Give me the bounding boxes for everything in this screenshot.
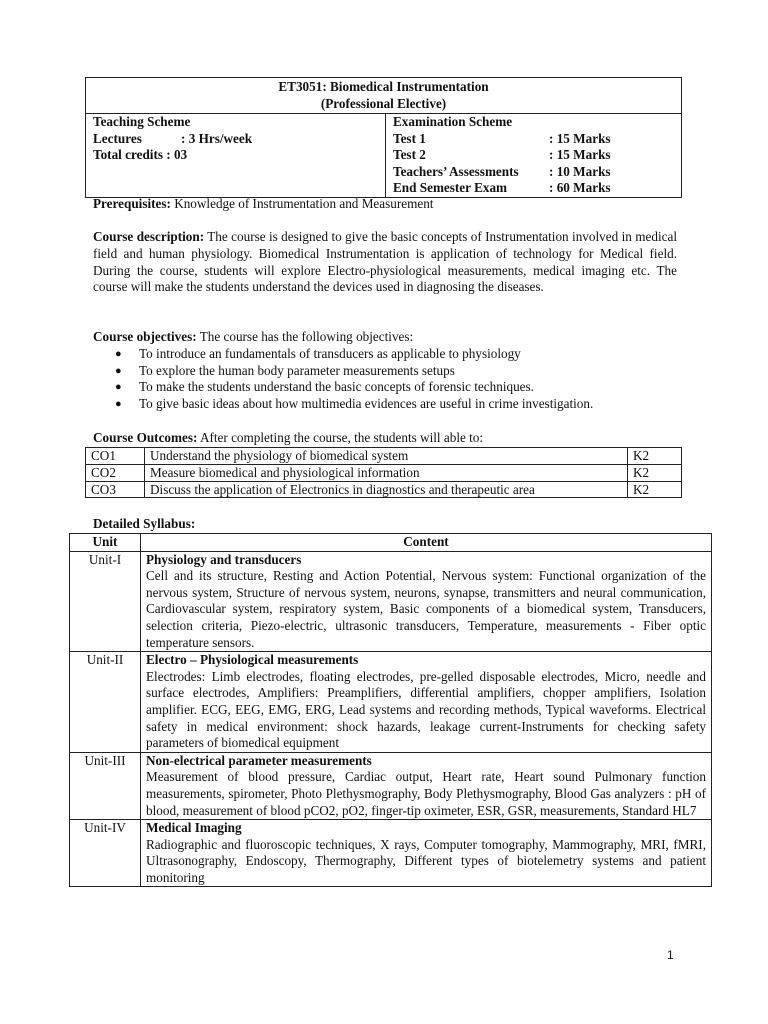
exam-row [393, 164, 674, 181]
exam-row-value: : 15 Marks [549, 130, 611, 146]
course-title-cell [86, 78, 682, 114]
course-description-label: Course description: [93, 229, 205, 244]
table-row [86, 448, 682, 465]
unit-title: Non-electrical parameter measurements [146, 752, 372, 768]
prerequisites-text: Knowledge of Instrumentation and Measurement [170, 196, 434, 211]
unit-body: Radiographic and fluoroscopic techniques, X rays, Computer tomography, Mammography, MRI, fMRI, Ultrasonography, Endoscopy, Thermography, Different types of biotelemetry systems and patient monitoring [146, 836, 706, 885]
course-outcomes-table [85, 447, 682, 498]
table-row [70, 551, 712, 652]
exam-row-label: Test 2 [393, 147, 426, 162]
course-header-table [85, 77, 682, 198]
course-title: ET3051: Biomedical Instrumentation [278, 79, 489, 94]
co-level: K2 [628, 464, 682, 481]
teaching-scheme-heading: Teaching Scheme [93, 114, 191, 129]
unit-content [141, 551, 712, 652]
unit-title: Electro – Physiological measurements [146, 652, 359, 668]
content-column-header: Content [141, 534, 712, 552]
course-description-section [93, 229, 677, 296]
table-row [70, 652, 712, 753]
unit-content [141, 752, 712, 819]
unit-column-header: Unit [70, 534, 141, 552]
unit-title: Physiology and transducers [146, 551, 302, 567]
unit-body: Measurement of blood pressure, Cardiac output, Heart rate, Heart sound Pulmonary function measurements, spirometer, Photo Plethysmography, Body Plethysmography, Blood Gas analyzers : pH of blood, measurement of blood pCO2, pO2, finger-tip oximeter, ESR, GSR, measurements, Standard HL7 [146, 769, 706, 818]
syllabus-table [69, 533, 712, 887]
lectures-label: Lectures [93, 130, 142, 146]
unit-body: Cell and its structure, Resting and Action Potential, Nervous system: Functional organization of the nervous system, Structure of nervous system, neurons, synapse, transmitters and neural communication, Cardiovascular system, respiratory system, Basic components of a biomedical system, Transducers, selection criteria, Piezo-electric, ultrasonic transducers, Temperature, measurements - Fiber optic temperature sensors. [146, 568, 706, 650]
course-description-text: The course is designed to give the basic concepts of Instrumentation involved in medical field and human physiology. Biomedical Instrumentation is application of technology for Medical field. During the course, students will explore Electro-physiological measurements, medical imaging etc. The course will make the students understand the devices used in diagnosing the diseases. [93, 229, 677, 295]
course-objectives-intro: The course has the following objectives: [196, 329, 414, 344]
page-number: 1 [667, 948, 674, 962]
unit-label: Unit-III [70, 752, 141, 819]
course-outcomes-label: Course Outcomes: [93, 430, 198, 445]
lectures-value: : 3 Hrs/week [181, 130, 253, 146]
co-code: CO1 [86, 448, 145, 465]
unit-title: Medical Imaging [146, 820, 242, 836]
table-row [70, 820, 712, 887]
exam-row [393, 147, 674, 164]
unit-label: Unit-I [70, 551, 141, 652]
total-credits: Total credits : 03 [93, 147, 188, 162]
course-objectives-label: Course objectives: [93, 329, 197, 344]
table-row [70, 752, 712, 819]
exam-row-value: : 15 Marks [549, 147, 611, 162]
teaching-scheme-cell [86, 114, 386, 198]
unit-label: Unit-II [70, 652, 141, 753]
objectives-list [93, 346, 677, 413]
co-code: CO3 [86, 481, 145, 498]
course-objectives-section [93, 329, 677, 413]
exam-row-label: Teachers’ Assessments [393, 163, 519, 179]
detailed-syllabus-label: Detailed Syllabus: [93, 516, 196, 531]
unit-content [141, 652, 712, 753]
prerequisites-section [93, 196, 677, 213]
list-item: ● To explore the human body parameter measurements setups [115, 363, 677, 380]
exam-row-value: : 10 Marks [549, 163, 611, 179]
co-text: Understand the physiology of biomedical system [145, 448, 628, 465]
unit-body: Electrodes: Limb electrodes, floating electrodes, pre-gelled disposable electrodes, Micro, needle and surface electrodes, Amplifiers: Preamplifiers, differential amplifiers, chopper amplifiers, Isolation amplifier. ECG, EEG, EMG, ERG, Lead systems and recording methods, Typical waveforms. Electrical safety in medical environment: shock hazards, leakage current-Instruments for checking safety parameters of biomedical equipment [146, 668, 706, 751]
lectures-row [93, 131, 378, 148]
course-outcomes-heading [93, 430, 677, 447]
co-code: CO2 [86, 464, 145, 481]
list-item: ● To make the students understand the basic concepts of forensic techniques. [115, 379, 677, 396]
list-item: ● To introduce an fundamentals of transducers as applicable to physiology [115, 346, 677, 363]
unit-label: Unit-IV [70, 820, 141, 887]
exam-row-value: : 60 Marks [549, 180, 611, 195]
table-header-row [70, 534, 712, 552]
exam-row-label: Test 1 [393, 130, 426, 146]
course-outcomes-intro: After completing the course, the students will able to: [197, 430, 484, 445]
exam-row [393, 131, 674, 148]
course-objectives-heading [93, 329, 677, 346]
co-level: K2 [628, 448, 682, 465]
detailed-syllabus-heading [93, 516, 677, 533]
unit-content [141, 820, 712, 887]
co-level: K2 [628, 481, 682, 498]
table-row [86, 481, 682, 498]
prerequisites-label: Prerequisites: [93, 196, 171, 211]
exam-row [393, 180, 674, 197]
table-row [86, 464, 682, 481]
exam-scheme-heading: Examination Scheme [393, 114, 513, 129]
course-subtitle: (Professional Elective) [320, 95, 447, 111]
co-text: Measure biomedical and physiological information [145, 464, 628, 481]
co-text: Discuss the application of Electronics in diagnostics and therapeutic area [145, 481, 628, 498]
exam-scheme-cell [386, 114, 682, 198]
exam-row-label: End Semester Exam [393, 180, 508, 195]
list-item: ● To give basic ideas about how multimedia evidences are useful in crime investigation. [115, 396, 677, 413]
